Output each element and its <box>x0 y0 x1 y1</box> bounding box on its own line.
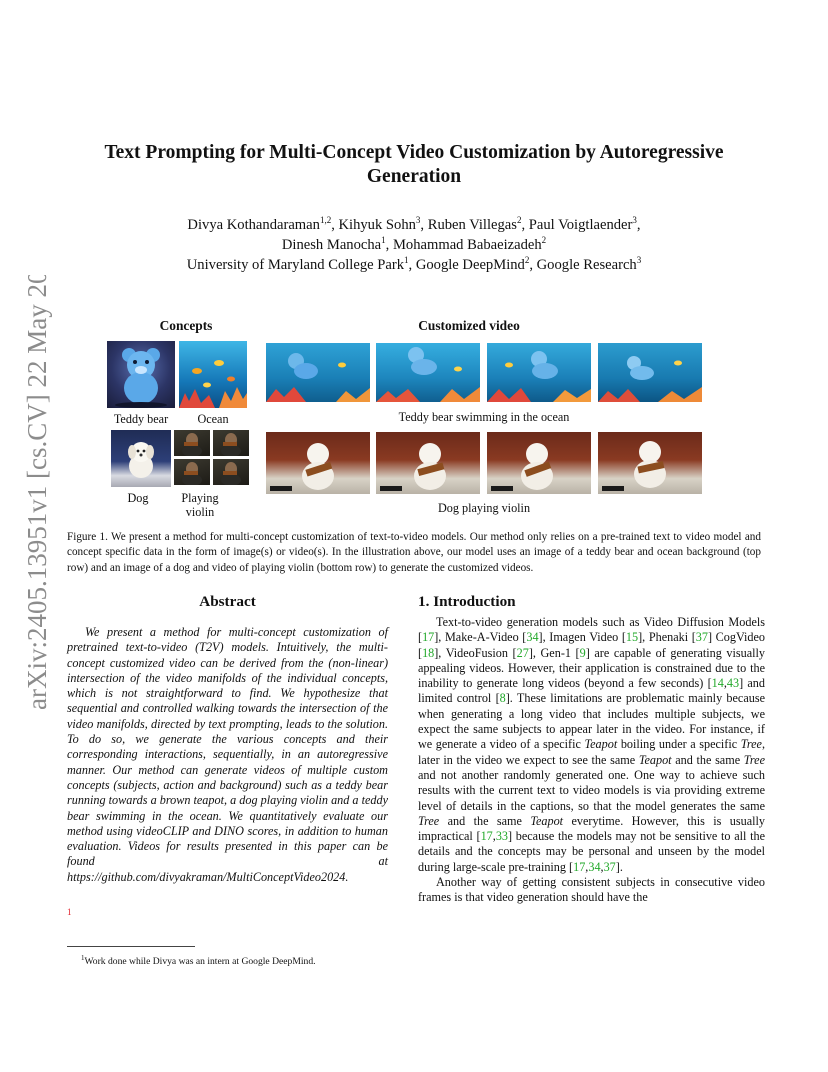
authors-line-2 <box>60 235 768 255</box>
playing-violin-label-line-2: violin <box>185 505 215 519</box>
playing-violin-label <box>170 491 230 519</box>
concepts-heading: Concepts <box>159 318 213 333</box>
footnote-sup: 1 <box>81 954 85 962</box>
violin-video-frame <box>174 430 210 456</box>
author-name: , Mohammad Babaeizadeh <box>385 237 542 253</box>
ocean-label: Ocean <box>197 412 229 426</box>
affiliation-sup: 3 <box>632 215 637 226</box>
citation-link[interactable]: 27 <box>516 645 529 660</box>
violin-video-frame <box>213 430 249 456</box>
teddy-bear-concept-image <box>107 341 175 408</box>
affiliation-name: University of Maryland College Park <box>186 257 405 273</box>
affiliation-sup: 1 <box>381 235 386 246</box>
playing-violin-label-line-1: Playing <box>181 491 219 505</box>
dog-concept-image <box>111 430 171 487</box>
authors-line-1 <box>60 215 768 235</box>
figure-caption: Figure 1. We present a method for multi-concept customization of text-to-video models. Our method only relies on a pre-trained text to video model and concept specific data in the form of image(s) or video(s). In the illustration above, our model uses an image of a teddy bear and ocean background (top row) and an image of a dog and video of playing violin (bottom row) to generate the customized videos. <box>67 531 761 574</box>
citation-link[interactable]: 8 <box>499 691 506 706</box>
teddy-bear-label: Teddy bear <box>113 412 169 426</box>
footnote-text: Work done while Divya was an intern at Google DeepMind. <box>84 956 316 968</box>
abstract-body <box>67 625 388 885</box>
citation-link[interactable]: 43 <box>726 676 740 691</box>
author-block <box>60 215 768 275</box>
citation-link[interactable]: 37 <box>603 859 616 874</box>
teddy-swimming-frame <box>376 343 480 402</box>
affiliation-sup: 1 <box>404 255 409 266</box>
dog-violin-frame <box>266 432 370 494</box>
dog-violin-frame <box>376 432 480 494</box>
footnote-mark: 1 <box>67 907 72 917</box>
affiliation-sup: 1,2 <box>319 215 332 226</box>
title-line-1: Text Prompting for Multi-Concept Video Customization by Autoregressive <box>104 142 724 163</box>
citation-link[interactable]: 9 <box>579 645 586 660</box>
paper-title <box>60 141 768 189</box>
affiliation-sup: 2 <box>516 215 522 226</box>
dog-label: Dog <box>127 491 149 505</box>
affiliation-sup: 3 <box>415 215 421 226</box>
intro-paragraph-1: Text-to-video generation models such as Video Diffusion Models [17], Make-A-Video [34], Imagen Video [15], Phenaki [37] CogVideo [18], VideoFusion [27], Gen-1 [9] are capable of generating visually appealing videos. However, their application is constrained due to the inability to generate long videos (beyond a few seconds) [14,43] and limited control [8]. These limitations are problematic mainly because when generating a long video that includes multiple subjects, we expect the same subjects to appear later in the video. For instance, if we generate a video of a specific Teapot boiling under a specific Tree, later in the video we expect to see the same Teapot and the same Tree and not another randomly generated one. One way to achieve such results with the current text to video models is via providing extreme level of details in the captions, so that the model generates the same Tree and the same Teapot everytime. However, this is usually impractical [17,33] because the models may not be sensitive to all the details and the concepts may be personal and unseen by the model during large-scale pre-training [17,34,37]. <box>418 615 766 874</box>
author-name: Dinesh Manocha <box>281 237 382 253</box>
affiliations-line <box>60 255 768 275</box>
footnote <box>67 952 388 968</box>
introduction-heading: 1. Introduction <box>418 593 516 610</box>
violin-video-frame <box>174 459 210 485</box>
citation-link[interactable]: 15 <box>625 630 639 645</box>
violin-video-frame <box>213 459 249 485</box>
citation-link[interactable]: 14 <box>711 676 724 691</box>
author-name: , Paul Voigtlaender <box>521 217 633 233</box>
citation-link[interactable]: 18 <box>422 645 435 660</box>
citation-link[interactable]: 34 <box>526 630 539 645</box>
arxiv-identifier-stamp <box>14 275 58 710</box>
affiliation-sup: 3 <box>636 255 642 266</box>
arxiv-id-text: arXiv:2405.13951v1 [cs.CV] 22 May 2024 <box>22 275 52 710</box>
affiliation-name: , Google Research <box>529 257 637 273</box>
abstract-text: We present a method for multi-concept customization of pretrained text-to-video (T2V) models. Intuitively, the multi-concept customized video can be derived from the (non-linear) intersection of the video manifolds of the individual concepts, which is not straightforward to find. We hypothesize that sequential and controlled walking towards the intersection of the video manifolds, directed by text prompting, leads to the solution. To do so, we generate the various concepts and their corresponding interactions, sequentially, in an autoregressive manner. Our method can generate videos of multiple custom concepts (subjects, action and background) such as a teddy bear running towards a brown teapot, a dog playing violin and a teddy bear swimming in the ocean. We quantitatively evaluate our method using videoCLIP and DINO scores, in addition to human evaluation. Videos for results presented in this paper can be found at https://github.com/divyakraman/MultiConceptVideo2024. <box>67 625 388 884</box>
punctuation: , <box>636 217 641 233</box>
dog-violin-frame <box>487 432 591 494</box>
intro-paragraph-2: Another way of getting consistent subjects in consecutive video frames is that video generation should have the <box>418 875 765 905</box>
abstract-heading: Abstract <box>199 593 256 610</box>
citation-link[interactable]: 34 <box>588 859 601 874</box>
affiliation-sup: 2 <box>524 255 530 266</box>
teddy-swimming-frame <box>598 343 702 402</box>
title-line-2: Generation <box>366 166 462 187</box>
introduction-body <box>418 615 765 906</box>
citation-link[interactable]: 17 <box>422 630 435 645</box>
footnote-rule <box>67 946 195 947</box>
affiliation-name: , Google DeepMind <box>408 257 525 273</box>
dog-violin-frame <box>598 432 702 494</box>
customized-video-heading: Customized video <box>418 318 520 333</box>
teddy-swimming-frame <box>487 343 591 402</box>
citation-link[interactable]: 17 <box>480 829 493 844</box>
citation-link[interactable]: 33 <box>495 829 508 844</box>
citation-link[interactable]: 37 <box>695 630 708 645</box>
affiliation-sup: 2 <box>541 235 547 246</box>
author-name: Divya Kothandaraman <box>187 217 320 233</box>
ocean-concept-image <box>179 341 247 408</box>
citation-link[interactable]: 17 <box>573 859 586 874</box>
author-name: , Ruben Villegas <box>420 217 517 233</box>
row1-caption: Teddy bear swimming in the ocean <box>398 410 570 424</box>
author-name: , Kihyuk Sohn <box>331 217 416 233</box>
teddy-swimming-frame <box>266 343 370 402</box>
row2-caption: Dog playing violin <box>437 501 531 515</box>
